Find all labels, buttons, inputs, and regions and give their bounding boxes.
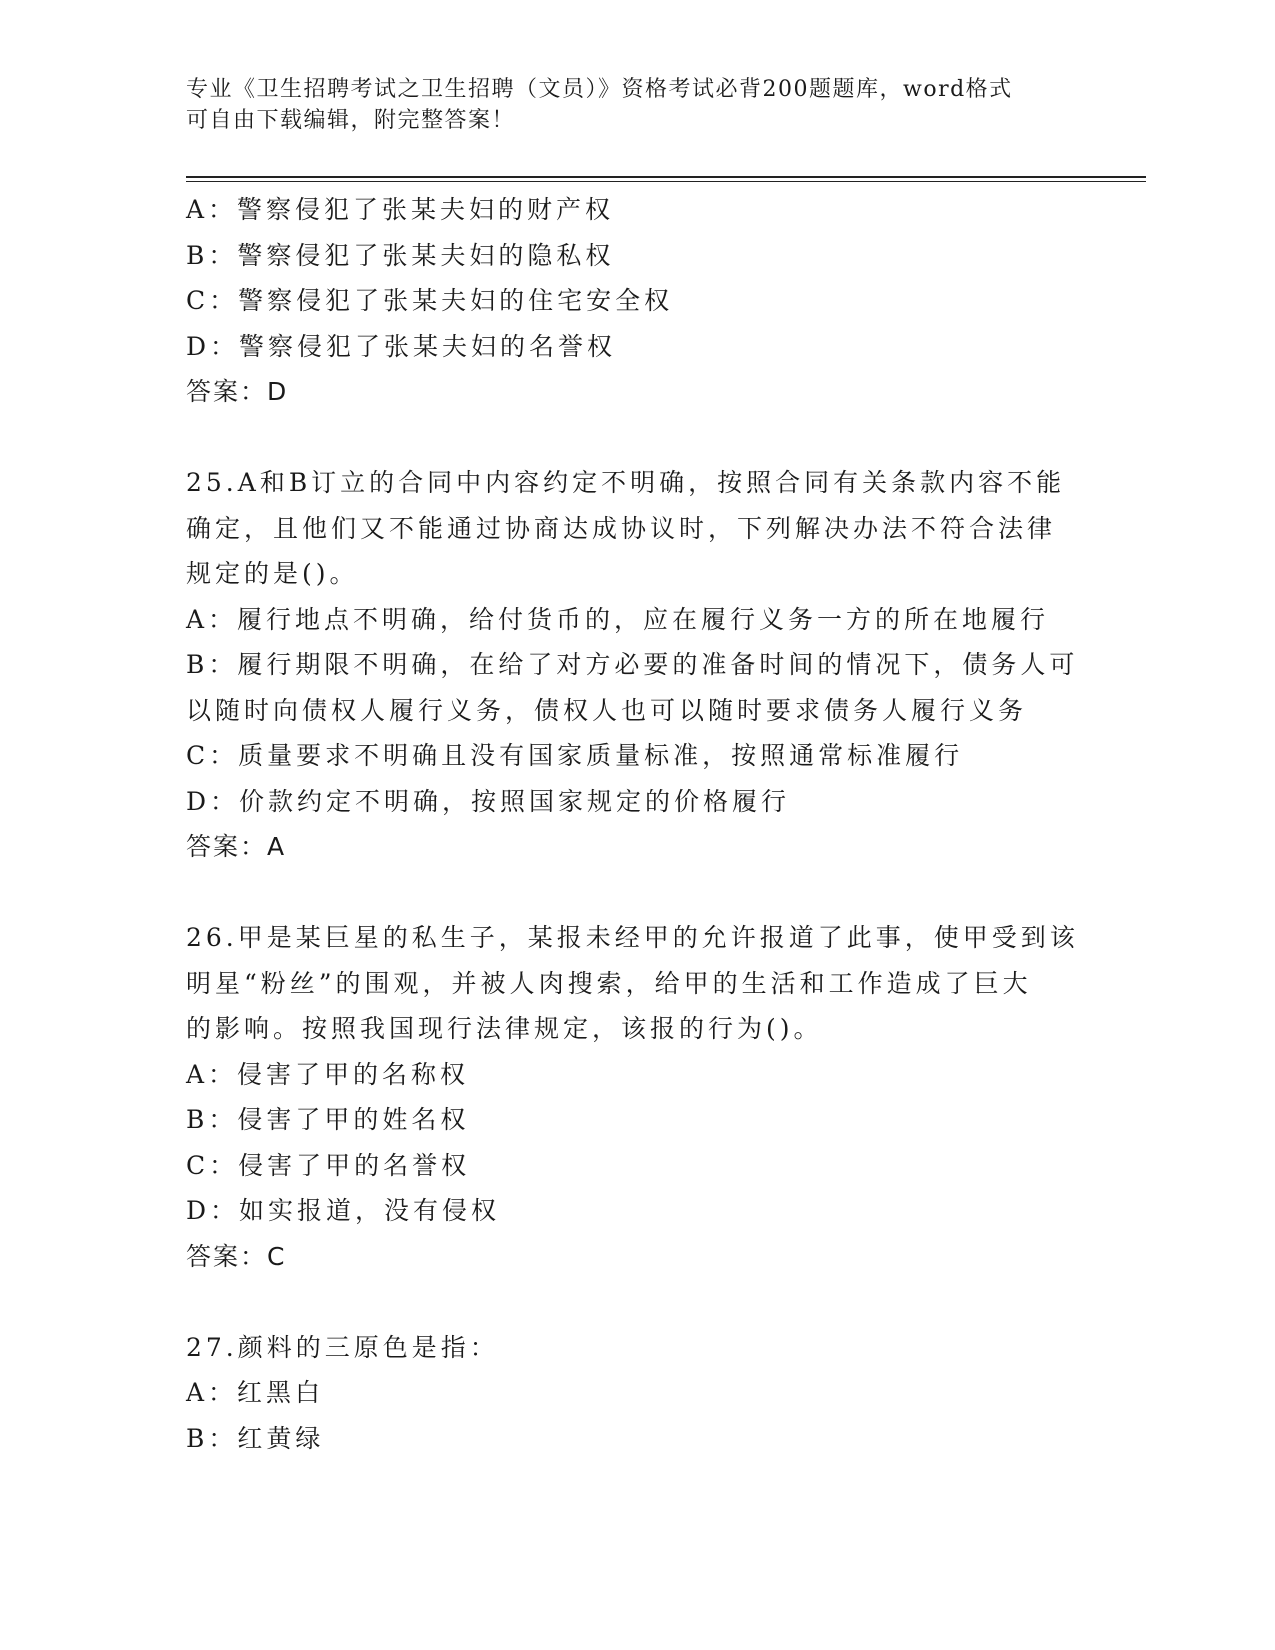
question-stem-line: 25.A和B订立的合同中内容约定不明确，按照合同有关条款内容不能 [186, 468, 1066, 497]
option-a: A：履行地点不明确，给付货币的，应在履行义务一方的所在地履行 [186, 604, 1050, 634]
question-stem-line: 规定的是()。 [186, 559, 359, 588]
question-spacer [186, 1279, 1086, 1325]
question-spacer [186, 870, 1086, 916]
question-stem-line: 27.颜料的三原色是指： [186, 1332, 499, 1362]
option-d: D：价款约定不明确，按照国家规定的价格履行 [186, 786, 791, 816]
question-24 [186, 187, 1086, 415]
option-c: C：警察侵犯了张某夫妇的住宅安全权 [186, 286, 674, 315]
question-stem-line: 明星“粉丝”的围观，并被人肉搜索，给甲的生活和工作造成了巨大 [186, 968, 1032, 998]
option-a: A：侵害了甲的名称权 [186, 1059, 470, 1089]
option-c: C：质量要求不明确且没有国家质量标准，按照通常标准履行 [186, 741, 964, 770]
question-27 [186, 1325, 1086, 1462]
question-stem-line: 的影响。按照我国现行法律规定，该报的行为()。 [186, 1014, 823, 1043]
header-divider-thick [186, 176, 1146, 178]
question-spacer [186, 415, 1086, 461]
question-list [186, 187, 1086, 1461]
answer-line: 答案：C [186, 1241, 287, 1271]
option-b: B：红黄绿 [186, 1423, 325, 1453]
question-25 [186, 460, 1086, 870]
option-b: B：履行期限不明确，在给了对方必要的准备时间的情况下，债务人可 [186, 650, 1079, 679]
option-b-continued: 以随时向债权人履行义务，债权人也可以随时要求债务人履行义务 [186, 695, 1028, 725]
option-c: C：侵害了甲的名誉权 [186, 1150, 471, 1180]
header-line-1: 专业《卫生招聘考试之卫生招聘（文员）》资格考试必背200题题库，word格式 [186, 77, 1013, 102]
question-stem-line: 确定，且他们又不能通过协商达成协议时，下列解决办法不符合法律 [186, 513, 1057, 543]
header-divider-thin [186, 181, 1146, 182]
option-b: B：警察侵犯了张某夫妇的隐私权 [186, 240, 615, 270]
answer-line: 答案：D [186, 377, 289, 406]
answer-line: 答案：A [186, 832, 287, 861]
option-b: B：侵害了甲的姓名权 [186, 1105, 470, 1134]
document-header [186, 74, 1066, 136]
question-26 [186, 915, 1086, 1279]
header-line-2: 可自由下载编辑，附完整答案！ [186, 108, 516, 133]
option-d: D：警察侵犯了张某夫妇的名誉权 [186, 331, 617, 361]
option-a: A：警察侵犯了张某夫妇的财产权 [186, 195, 615, 224]
option-d: D：如实报道，没有侵权 [186, 1196, 501, 1225]
option-a: A：红黑白 [186, 1378, 325, 1407]
question-stem-line: 26.甲是某巨星的私生子，某报未经甲的允许报道了此事，使甲受到该 [186, 923, 1079, 952]
